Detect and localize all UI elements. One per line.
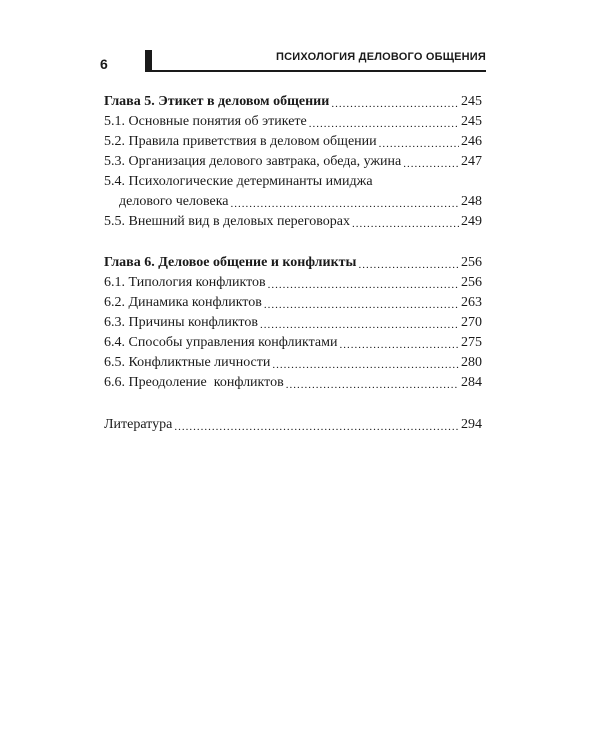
toc-literature xyxy=(104,415,482,435)
toc-item xyxy=(104,152,482,172)
toc-page-number: 275 xyxy=(461,335,482,350)
leader-dots xyxy=(272,353,459,373)
header-rule-accent xyxy=(145,50,152,72)
toc-chapter-title: Глава 6. Деловое общение и конфликты xyxy=(104,255,357,270)
toc-page-number: 294 xyxy=(461,417,482,432)
toc-item-title-line2: делового человека xyxy=(119,194,229,209)
toc-item-title: 6.5. Конфликтные личности xyxy=(104,355,271,370)
toc-item-title: 6.1. Типология конфликтов xyxy=(104,275,266,290)
toc-item xyxy=(104,132,482,152)
toc-item-title: 6.6. Преодоление конфликтов xyxy=(104,375,284,390)
toc-item xyxy=(104,373,482,393)
toc-page-number: 246 xyxy=(461,134,482,149)
leader-dots xyxy=(174,415,459,435)
toc-chapter-6 xyxy=(104,253,482,273)
toc-item xyxy=(104,273,482,293)
toc-item xyxy=(104,313,482,333)
leader-dots xyxy=(309,112,459,132)
leader-dots xyxy=(403,152,459,172)
leader-dots xyxy=(379,132,459,152)
toc-page-number: 245 xyxy=(461,94,482,109)
leader-dots xyxy=(358,253,459,273)
header-rule xyxy=(145,70,486,72)
toc-literature-title: Литература xyxy=(104,417,173,432)
toc-page-number: 270 xyxy=(461,315,482,330)
table-of-contents xyxy=(104,92,482,435)
spacer xyxy=(104,232,482,253)
toc-chapter-5 xyxy=(104,92,482,112)
leader-dots xyxy=(339,333,459,353)
toc-item xyxy=(104,212,482,232)
page-number: 6 xyxy=(100,56,108,72)
toc-page-number: 284 xyxy=(461,375,482,390)
spacer xyxy=(104,393,482,415)
toc-page-number: 256 xyxy=(461,275,482,290)
leader-dots xyxy=(331,92,459,112)
toc-item-title: 6.2. Динамика конфликтов xyxy=(104,295,262,310)
toc-page-number: 248 xyxy=(461,194,482,209)
leader-dots xyxy=(352,212,459,232)
toc-item-title: 5.3. Организация делового завтрака, обеда, ужина xyxy=(104,154,402,169)
toc-item xyxy=(104,353,482,373)
leader-dots xyxy=(231,192,459,212)
leader-dots xyxy=(268,273,459,293)
toc-page-number: 245 xyxy=(461,114,482,129)
toc-item-title-line1: 5.4. Психологические детерминанты имиджа xyxy=(104,174,373,189)
toc-item-title: 6.3. Причины конфликтов xyxy=(104,315,258,330)
running-title: ПСИХОЛОГИЯ ДЕЛОВОГО ОБЩЕНИЯ xyxy=(275,51,486,63)
toc-chapter-title: Глава 5. Этикет в деловом общении xyxy=(104,94,330,109)
toc-page-number: 247 xyxy=(461,154,482,169)
toc-item xyxy=(104,112,482,132)
toc-item xyxy=(104,333,482,353)
toc-item-title: 6.4. Способы управления конфликтами xyxy=(104,335,338,350)
leader-dots xyxy=(286,373,459,393)
toc-item-title: 5.5. Внешний вид в деловых переговорах xyxy=(104,214,351,229)
toc-page-number: 263 xyxy=(461,295,482,310)
toc-item-title: 5.2. Правила приветствия в деловом общении xyxy=(104,134,377,149)
toc-item xyxy=(104,293,482,313)
leader-dots xyxy=(260,313,459,333)
toc-page-number: 256 xyxy=(461,255,482,270)
leader-dots xyxy=(264,293,459,313)
toc-item xyxy=(104,172,482,212)
toc-page-number: 280 xyxy=(461,355,482,370)
toc-page-number: 249 xyxy=(461,214,482,229)
toc-item-title: 5.1. Основные понятия об этикете xyxy=(104,114,307,129)
